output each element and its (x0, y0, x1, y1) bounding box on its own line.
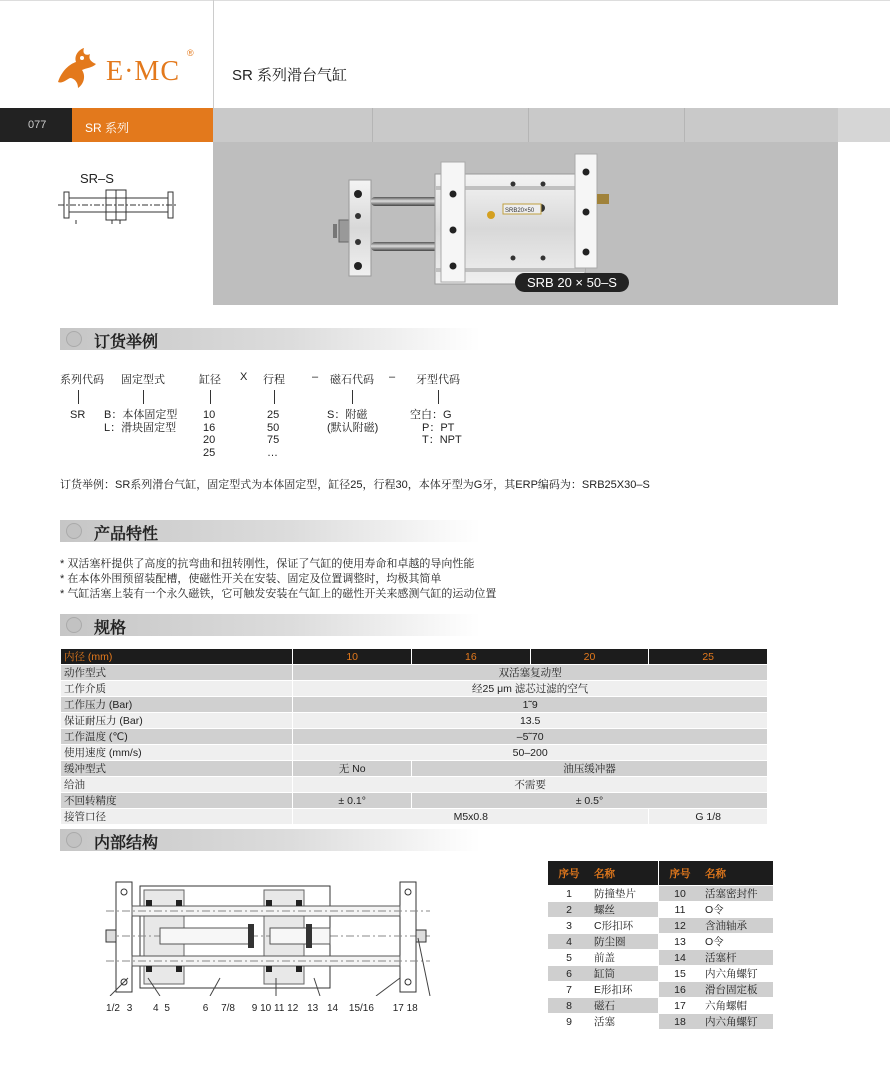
parts-row (548, 902, 658, 918)
parts-row (659, 934, 773, 950)
section-header-structure (60, 829, 480, 851)
parts-row (659, 966, 773, 982)
part-name: 防撞垫片 (590, 886, 658, 902)
series-code: SR (70, 409, 86, 421)
spec-value: 经25 μm 滤芯过滤的空气 (293, 681, 768, 697)
band-divider (372, 108, 373, 142)
spec-row (61, 729, 768, 745)
part-no: 13 (659, 934, 701, 950)
part-name: 含油轴承 (701, 918, 773, 934)
stroke-option: 75 (267, 434, 280, 446)
spec-row (61, 713, 768, 729)
header-band-end (838, 108, 890, 142)
part-no: 2 (548, 902, 590, 918)
callout: 10 (260, 1003, 272, 1014)
feature-item: * 气缸活塞上装有一个永久磁铁，它可触发安装在气缸上的磁性开关来感测气缸的运动位置 (60, 588, 497, 600)
parts-row (659, 902, 773, 918)
spec-label: 接管口径 (61, 809, 293, 825)
parts-header-name: 名称 (590, 861, 658, 886)
cylinder-schematic-icon (56, 188, 180, 224)
internal-structure-drawing (100, 878, 440, 996)
part-no: 4 (548, 934, 590, 950)
spec-value: 不需要 (293, 777, 768, 793)
callout: 4 (153, 1003, 159, 1014)
parts-header-no: 序号 (548, 861, 590, 886)
parts-row (548, 886, 658, 902)
spec-label: 缓冲型式 (61, 761, 293, 777)
parts-header-row (548, 861, 658, 886)
section-bullet-icon (66, 523, 82, 539)
part-name: C形扣环 (590, 918, 658, 934)
order-header-bore: 缸径 (199, 374, 221, 386)
spec-row (61, 665, 768, 681)
band-divider (528, 108, 529, 142)
spec-label: 工作介质 (61, 681, 293, 697)
part-name: 前盖 (590, 950, 658, 966)
section-header-specs (60, 614, 480, 636)
spec-header-cell: 16 (412, 649, 531, 665)
part-name: 内六角螺钉 (701, 1014, 773, 1030)
part-name: 活塞 (590, 1014, 658, 1030)
parts-table-right (659, 861, 773, 1030)
spec-row (61, 777, 768, 793)
part-name: O令 (701, 934, 773, 950)
parts-row (659, 950, 773, 966)
section-title: 内部结构 (94, 835, 159, 852)
order-tick (78, 390, 79, 404)
callout: 17 (392, 1003, 404, 1014)
brand-logo-text: E·MC (106, 56, 180, 87)
order-header-x: X (240, 371, 248, 383)
parts-row (548, 1014, 658, 1030)
part-name: 磁石 (590, 998, 658, 1014)
part-no: 10 (659, 886, 701, 902)
parts-row (548, 950, 658, 966)
order-tick (274, 390, 275, 404)
spec-label: 动作型式 (61, 665, 293, 681)
callout: 6 (202, 1003, 209, 1014)
spec-row (61, 761, 768, 777)
stroke-option: … (267, 446, 278, 459)
part-no: 15 (659, 966, 701, 982)
magnet-option: S：附磁 (327, 409, 368, 421)
spec-label: 给油 (61, 777, 293, 793)
horse-logo-icon (52, 42, 104, 94)
spec-value: 无 No (293, 761, 412, 777)
spec-header-cell: 20 (530, 649, 649, 665)
part-no: 1 (548, 886, 590, 902)
parts-row (659, 998, 773, 1014)
parts-row (548, 918, 658, 934)
thread-option: 空白：G (410, 409, 452, 421)
mount-options (104, 409, 177, 434)
magnet-options (327, 409, 378, 434)
feature-item: * 在本体外围预留装配槽，使磁性开关在安装、固定及位置调整时，均极其简单 (60, 573, 442, 585)
parts-header-row (659, 861, 773, 886)
callout: 7 (221, 1003, 227, 1014)
bore-option: 16 (203, 421, 216, 434)
order-tick (438, 390, 439, 404)
part-name: 滑台固定板 (701, 982, 773, 998)
parts-row (659, 982, 773, 998)
part-name: 活塞密封件 (701, 886, 773, 902)
callout: 2 (114, 1003, 120, 1014)
spec-row (61, 809, 768, 825)
callout: 1 (106, 1003, 112, 1014)
order-header-dash: – (312, 371, 319, 383)
mount-option: B：本体固定型 (104, 409, 178, 421)
parts-row (548, 982, 658, 998)
magnet-option: (默认附磁) (327, 421, 379, 434)
section-bullet-icon (66, 331, 82, 347)
spec-value: 50–200 (293, 745, 768, 761)
spec-label: 保证耐压力 (Bar) (61, 713, 293, 729)
header-divider (213, 0, 214, 108)
callout: 9 (251, 1003, 258, 1014)
spec-value: –5˜70 (293, 729, 768, 745)
callout: 18 (406, 1003, 418, 1014)
spec-header-row (61, 649, 768, 665)
order-tick (143, 390, 144, 404)
parts-row (659, 886, 773, 902)
callout: 8 (229, 1003, 235, 1014)
callout: 5 (164, 1003, 170, 1014)
part-no: 12 (659, 918, 701, 934)
part-no: 11 (659, 902, 701, 918)
order-tick (210, 390, 211, 404)
spec-value: ± 0.5° (412, 793, 768, 809)
stroke-option: 50 (267, 421, 280, 434)
callout-numbers: 1/2 3 4 5 6 7/8 9 10 11 12 13 14 15/16 17 18 (106, 1003, 418, 1014)
spec-value: 双活塞复动型 (293, 665, 768, 681)
section-header-features (60, 520, 480, 542)
part-name: O令 (701, 902, 773, 918)
thread-option: P：PT (422, 421, 455, 434)
product-photo-label: SRB 20 × 50–S (515, 273, 629, 292)
part-no: 6 (548, 966, 590, 982)
order-header-series: 系列代码 (60, 374, 104, 386)
parts-row (548, 998, 658, 1014)
section-bullet-icon (66, 832, 82, 848)
spec-label: 不回转精度 (61, 793, 293, 809)
spec-row (61, 681, 768, 697)
callout: 16 (362, 1003, 374, 1014)
section-title: 订货举例 (94, 334, 159, 351)
order-header-magnet: 磁石代码 (330, 374, 374, 386)
spec-header-cell: 10 (293, 649, 412, 665)
spec-value: G 1/8 (649, 809, 768, 825)
series-tab-label: SR 系列 (85, 121, 130, 135)
part-no: 14 (659, 950, 701, 966)
spec-row (61, 745, 768, 761)
part-no: 18 (659, 1014, 701, 1030)
parts-row (659, 1014, 773, 1030)
nameplate-text: SRB20×50 (505, 208, 535, 214)
spec-row (61, 793, 768, 809)
part-no: 7 (548, 982, 590, 998)
bore-option: 25 (203, 446, 216, 459)
bore-options (203, 409, 215, 459)
bore-option: 10 (203, 409, 216, 421)
spec-header-cell: 25 (649, 649, 768, 665)
parts-header-no: 序号 (659, 861, 701, 886)
page-title: SR 系列滑台气缸 (232, 67, 348, 84)
spec-value: 油压缓冲器 (412, 761, 768, 777)
parts-row (548, 934, 658, 950)
part-no: 17 (659, 998, 701, 1014)
model-schematic-label: SR–S (80, 171, 114, 186)
order-tick (352, 390, 353, 404)
parts-table-left (548, 861, 658, 1030)
spec-value: 13.5 (293, 713, 768, 729)
spec-value: ± 0.1° (293, 793, 412, 809)
callout: 15 (348, 1003, 361, 1014)
callout: 14 (326, 1003, 339, 1014)
stroke-option: 25 (267, 409, 280, 421)
section-title: 规格 (94, 620, 127, 637)
spec-row (61, 697, 768, 713)
section-header-ordering (60, 328, 480, 350)
spec-value: 1˜9 (293, 697, 768, 713)
part-name: 防尘圈 (590, 934, 658, 950)
part-name: 缸筒 (590, 966, 658, 982)
spec-label: 工作压力 (Bar) (61, 697, 293, 713)
part-name: 活塞杆 (701, 950, 773, 966)
ordering-example: 订货举例：SR系列滑台气缸，固定型式为本体固定型，缸径25，行程30，本体牙型为G牙，其ERP编码为：SRB25X30–S (60, 479, 650, 491)
parts-row (548, 966, 658, 982)
spec-table (60, 648, 768, 825)
spec-header-cell: 内径 (mm) (61, 649, 293, 665)
top-border (0, 0, 890, 1)
callout: 12 (287, 1003, 299, 1014)
callout: 13 (307, 1003, 319, 1014)
order-header-dash: – (389, 371, 396, 383)
order-header-mount: 固定型式 (121, 374, 165, 386)
thread-option: T：NPT (422, 434, 462, 446)
spec-value: M5x0.8 (293, 809, 649, 825)
spec-label: 工作温度 (℃) (61, 729, 293, 745)
stroke-options (267, 409, 279, 459)
mount-option: L：滑块固定型 (104, 421, 177, 434)
part-name: 六角螺帽 (701, 998, 773, 1014)
thread-options (410, 409, 462, 447)
order-header-thread: 牙型代码 (416, 374, 460, 386)
part-no: 8 (548, 998, 590, 1014)
part-name: 内六角螺钉 (701, 966, 773, 982)
registered-mark: ® (187, 48, 194, 58)
parts-row (659, 918, 773, 934)
part-no: 16 (659, 982, 701, 998)
section-title: 产品特性 (94, 526, 159, 543)
part-no: 5 (548, 950, 590, 966)
callout: 3 (126, 1003, 133, 1014)
header-band (213, 108, 838, 142)
callout: 11 (274, 1003, 285, 1014)
order-header-stroke: 行程 (263, 374, 285, 386)
part-name: 螺丝 (590, 902, 658, 918)
band-divider (684, 108, 685, 142)
page-number: 077 (28, 119, 47, 131)
part-no: 3 (548, 918, 590, 934)
spec-label: 使用速度 (mm/s) (61, 745, 293, 761)
bore-option: 20 (203, 434, 216, 446)
section-bullet-icon (66, 617, 82, 633)
part-no: 9 (548, 1014, 590, 1030)
parts-header-name: 名称 (701, 861, 773, 886)
part-name: E形扣环 (590, 982, 658, 998)
feature-item: * 双活塞杆提供了高度的抗弯曲和扭转刚性，保证了气缸的使用寿命和卓越的导向性能 (60, 558, 475, 570)
